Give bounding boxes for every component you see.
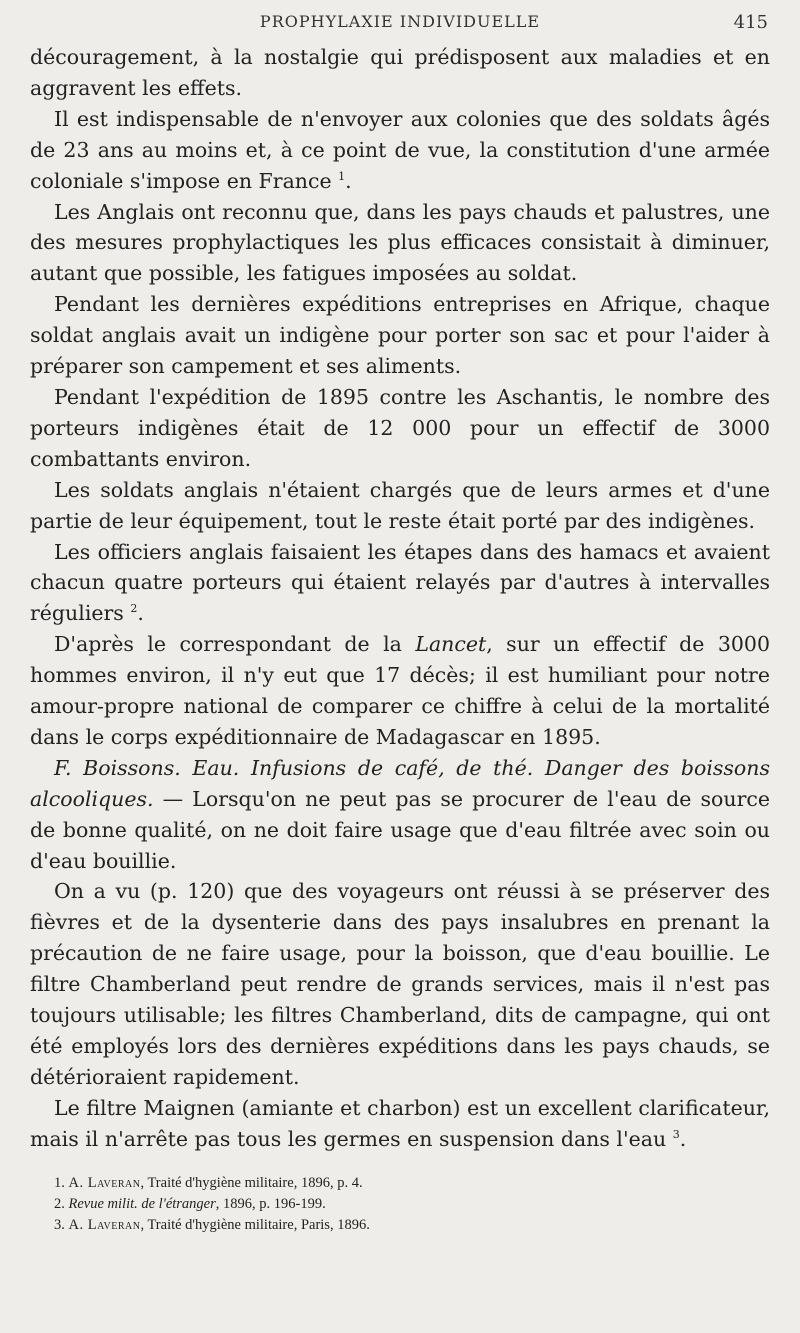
- book-page: [30, 0, 770, 1236]
- footnote-text: , Traité d'hygiène militaire, Paris, 1896.: [140, 1216, 370, 1233]
- journal-title: Lancet: [415, 632, 487, 657]
- paragraph-text: D'après le correspondant de la: [54, 632, 416, 657]
- paragraph: [30, 197, 770, 290]
- paragraph: [30, 1093, 770, 1155]
- footnote: [30, 1194, 770, 1215]
- paragraph: [30, 289, 770, 382]
- paragraph-end: .: [345, 168, 352, 193]
- footnotes: [30, 1173, 770, 1236]
- footnote-ref[interactable]: 1: [338, 169, 346, 183]
- paragraph: [30, 104, 770, 197]
- footnote-author: A. Laveran: [68, 1174, 141, 1191]
- paragraph-text: Pendant les dernières expéditions entreprises en Afrique, chaque soldat anglais avait un indigène pour porter son sac et pour l'aider à préparer son campement et ses aliments.: [30, 292, 770, 379]
- section-heading: F. Boissons. Eau. Infusions de café, de thé. Danger des boissons alcooliques.: [30, 755, 770, 811]
- footnote-author: A. Laveran: [68, 1216, 141, 1233]
- paragraph-end: .: [679, 1126, 687, 1151]
- footnote-number: 3.: [54, 1216, 69, 1233]
- footnote-text: , 1896, p. 196-199.: [215, 1195, 326, 1212]
- body-text: [30, 42, 770, 1155]
- paragraph-text: Il est indispensable de n'envoyer aux colonies que des soldats âgés de 23 ans au moins et, à ce point de vue, la constitution d'une armée coloniale s'impose en France: [30, 106, 770, 193]
- footnote: [30, 1173, 770, 1194]
- paragraph: [30, 537, 770, 630]
- paragraph-text: Pendant l'expédition de 1895 contre les Aschantis, le nombre des porteurs indigènes était de 12 000 pour un effectif de 3000 combattants environ.: [30, 384, 770, 471]
- paragraph-text: — Lorsqu'on ne peut pas se procurer de l'eau de source de bonne qualité, on ne doit faire usage que d'eau filtrée avec soin ou d'eau bouillie.: [30, 786, 770, 873]
- footnote-number: 2.: [54, 1195, 69, 1212]
- page-number: 415: [733, 12, 768, 33]
- footnote-number: 1.: [54, 1174, 69, 1191]
- footnote: [30, 1215, 770, 1236]
- paragraph: [30, 475, 770, 537]
- paragraph: [30, 382, 770, 475]
- paragraph-text: Le filtre Maignen (amiante et charbon) est un excellent clarificateur, mais il n'arrête pas tous les germes en suspension dans l'eau: [30, 1095, 770, 1151]
- footnote-text: , Traité d'hygiène militaire, 1896, p. 4.: [140, 1174, 363, 1191]
- paragraph-end: .: [137, 601, 144, 626]
- paragraph-text: , sur un effectif de 3000 hommes environ, il n'y eut que 17 décès; il est humiliant pour notre amour-propre national de comparer ce chiffre à celui de la mortalité dans le corps expéditionnaire de Madagascar en 1895.: [30, 632, 770, 749]
- running-head: PROPHYLAXIE INDIVIDUELLE: [259, 12, 541, 31]
- footnote-source: Revue milit. de l'étranger: [68, 1195, 216, 1212]
- page-header: [30, 6, 770, 42]
- paragraph-text: On a vu (p. 120) que des voyageurs ont réussi à se préserver des fièvres et de la dysenterie dans des pays insalubres en prenant la précaution de ne faire usage, pour la boisson, que d'eau bouillie. Le filtre Chamberland peut rendre de grands services, mais il n'est pas toujours utilisable; les filtres Chamberland, dits de campagne, qui ont été employés lors des dernières expéditions dans les pays chauds, se détérioraient rapidement.: [30, 879, 770, 1089]
- paragraph-text: découragement, à la nostalgie qui prédisposent aux maladies et en aggravent les effets.: [30, 45, 770, 100]
- section-paragraph: [30, 753, 770, 877]
- footnote-ref[interactable]: 3: [672, 1127, 680, 1141]
- footnote-ref[interactable]: 2: [130, 602, 138, 616]
- paragraph-text: Les Anglais ont reconnu que, dans les pays chauds et palustres, une des mesures prophylactiques les plus efficaces consistait à diminuer, autant que possible, les fatigues imposées au soldat.: [30, 199, 770, 286]
- paragraph-text: Les officiers anglais faisaient les étapes dans des hamacs et avaient chacun quatre porteurs qui étaient relayés par d'autres à intervalles réguliers: [30, 539, 770, 626]
- paragraph: [30, 876, 770, 1092]
- paragraph: [30, 42, 770, 104]
- paragraph: [30, 629, 770, 753]
- paragraph-text: Les soldats anglais n'étaient chargés que de leurs armes et d'une partie de leur équipement, tout le reste était porté par des indigènes.: [30, 477, 770, 533]
